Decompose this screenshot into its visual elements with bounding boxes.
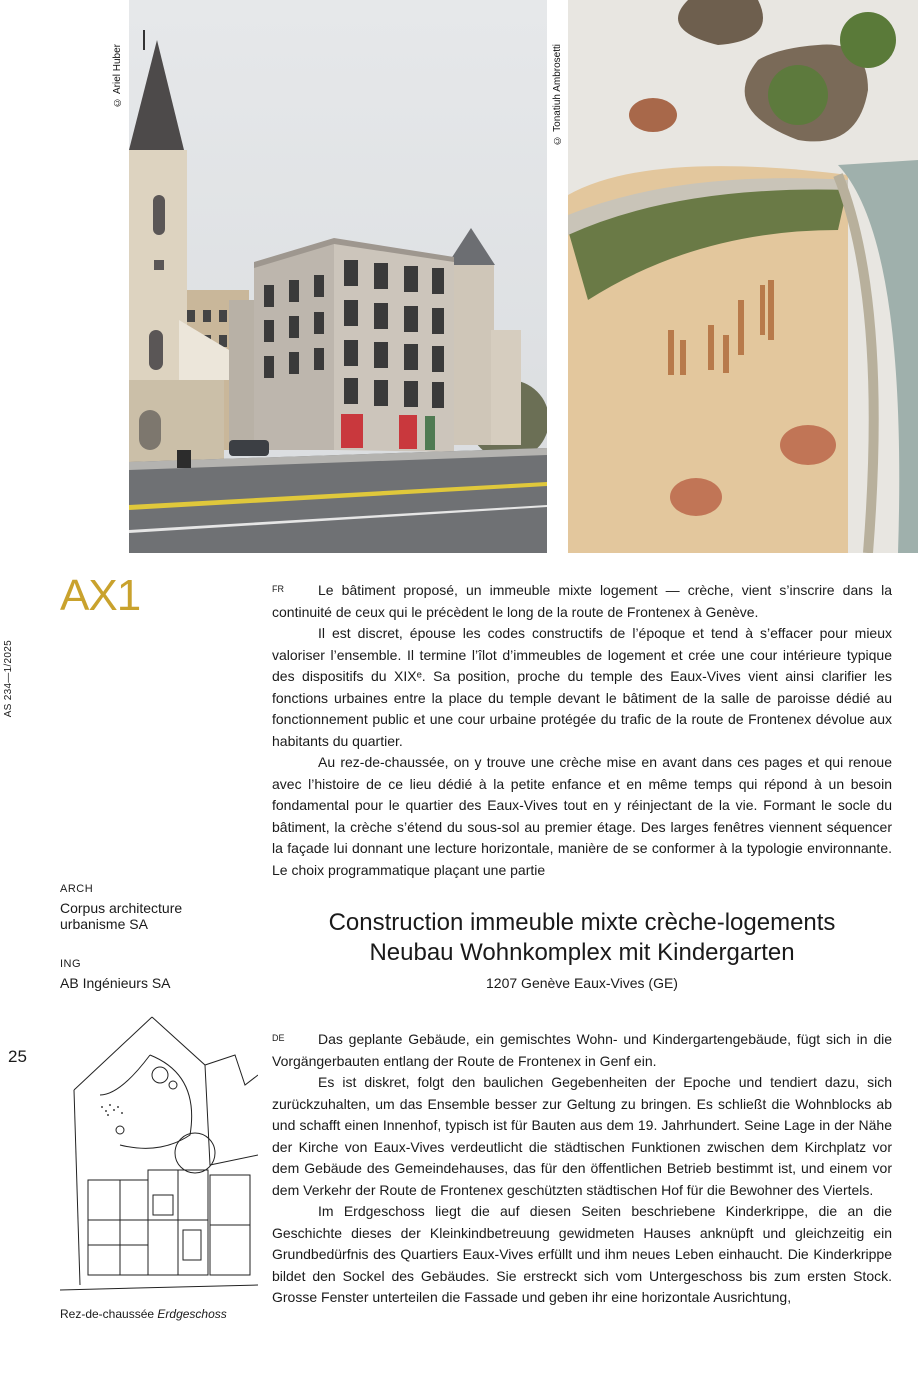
project-title-de: Neubau Wohnkomplex mit Kindergarten bbox=[369, 939, 795, 966]
lang-label-fr: FR bbox=[272, 584, 284, 594]
floor-plan-drawing bbox=[60, 1015, 258, 1295]
paragraph-fr-3: Au rez-de-chaussée, on y trouve une crèche mise en avant dans ces pages et qui renoue avec l’histoire de ce lieu dédié à la petite enfance et en même temps qui répond à un besoin fondamental pour le quartier des Eaux-Vives tout en y réinjectant de la vie. Formant le socle du bâtiment, la crèche s’étend du sous-sol au premier étage. Des larges fenêtres viennent séquencer la façade lui donnant une lecture horizontale, manière de se conformer à la typologie environnante. Le choix programmatique plaçant une partie bbox=[272, 754, 892, 878]
paragraph-fr-2: Il est discret, épouse les codes constructifs de l’époque et tend à s’effacer pour mieux valoriser l’ensemble. Il termine l’îlot d’immeubles de logement et crée une cour intérieure typique des dispositifs du XIXᵉ. Sa position, proche du temple des Eaux-Vives vient ainsi clarifier les fonctions urbaines entre la place du temple devant le bâtiment de la salle de paroisse dédié au fonctionnement public et une cour urbaine protégée du trafic de la route de Frontenex dévolue aux habitants du quartier. bbox=[272, 625, 892, 749]
paragraph-fr-1: Le bâtiment proposé, un immeuble mixte logement — crèche, vient s’inscrire dans la continuité de ceux qui le précèdent le long de la route de Frontenex à Genève. bbox=[272, 582, 892, 620]
photo-street-building bbox=[129, 0, 547, 553]
text-german bbox=[272, 1029, 892, 1309]
courtyard-photo-illustration bbox=[568, 0, 918, 553]
arch-value-line2: urbanisme SA bbox=[60, 916, 148, 932]
photo-credit-right: © Tonatiuh Ambrosetti bbox=[552, 44, 563, 146]
text-french bbox=[272, 580, 892, 881]
plan-caption-de: Erdgeschoss bbox=[157, 1307, 227, 1321]
project-location: 1207 Genève Eaux-Vives (GE) bbox=[486, 975, 678, 991]
arch-value-line1: Corpus architecture bbox=[60, 900, 183, 916]
paragraph-de-1: Das geplante Gebäude, ein gemischtes Wohn- und Kindergartengebäude, fügt sich in die Vorgängerbauten entlang der Route de Frontenex in Genf ein. bbox=[272, 1031, 892, 1069]
ing-label: ING bbox=[60, 958, 82, 970]
lang-label-de: DE bbox=[272, 1033, 285, 1043]
issue-label: AS 234—1/2025 bbox=[3, 640, 14, 718]
project-title-fr: Construction immeuble mixte crèche-logements bbox=[328, 909, 836, 936]
photo-credit-left: © Ariel Huber bbox=[112, 44, 123, 108]
page-number: 25 bbox=[8, 1047, 27, 1066]
ing-value: AB Ingénieurs SA bbox=[60, 975, 171, 991]
arch-label: ARCH bbox=[60, 883, 94, 895]
paragraph-de-3: Im Erdgeschoss liegt die auf diesen Seiten beschriebene Kinderkrippe, die an die Geschichte dieses der Kleinkindbetreuung gewidmeten Hauses anknüpft und gleichzeitig ein Grundbedürfnis des Quartiers Eaux-Vives erfüllt und ihm neues Leben einhaucht. Die Kinderkrippe bildet den Sockel des Gebäudes. Sie erstreckt sich vom Untergeschoss bis zum ersten Stock. Grosse Fenster unterteilen die Fassade und geben ihr eine horizontale Ausrichtung, bbox=[272, 1203, 892, 1305]
floor-plan bbox=[60, 1015, 258, 1295]
plan-caption bbox=[60, 1307, 227, 1321]
project-code: AX1 bbox=[60, 571, 141, 620]
street-photo-illustration bbox=[129, 0, 547, 553]
paragraph-de-2: Es ist diskret, folgt den baulichen Gegebenheiten der Epoche und tendiert dazu, sich zurückzuhalten, um das Ensemble besser zur Geltung zu bringen. Es schließt die Wohnblocks ab und schafft einen Innenhof, typisch ist für Bauten aus dem 19. Jahrhundert. Seine Lage in der Nähe der Kirche von Eaux-Vives verdeutlicht die städtischen Funktionen zwischen dem Kirchplatz vor dem Gebäude des Gemeindehauses, das für den öffentlichen Betrieb bestimmt ist, und einem vor dem Verkehr der Route de Frontenex geschützten städtischen Hof für die Bewohner des Viertels. bbox=[272, 1074, 892, 1198]
photo-courtyard bbox=[568, 0, 918, 553]
plan-caption-fr: Rez-de-chaussée bbox=[60, 1307, 155, 1321]
